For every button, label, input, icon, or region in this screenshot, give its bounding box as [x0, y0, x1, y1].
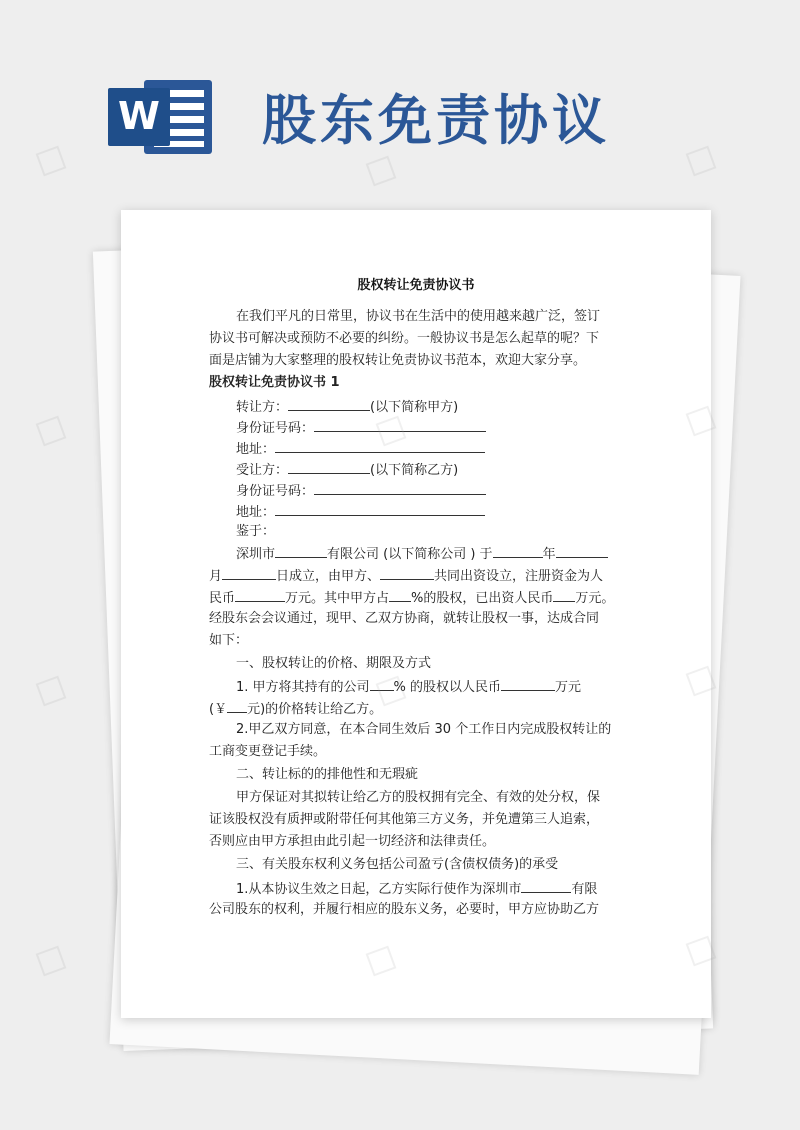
- intro-line-1: 在我们平凡的日常里，协议书在生活中的使用越来越广泛，签订: [236, 309, 601, 324]
- document-page: [121, 210, 711, 1018]
- section-3-line-2: 公司股东的权利，并履行相应的股东义务，必要时，甲方应协助乙方: [209, 902, 600, 917]
- word-document-icon: [108, 78, 214, 156]
- body-line-2: 月 日成立，由甲方、 共同出资设立，注册资金为人: [209, 569, 604, 584]
- whereas-label: 鉴于：: [236, 524, 276, 539]
- banner: [0, 0, 800, 200]
- section-1-heading: 一、股权转让的价格、期限及方式: [236, 656, 432, 671]
- id-row-1: [236, 419, 486, 437]
- word-logo-letter: W: [118, 94, 160, 138]
- section-2-line-1: 甲方保证对其拟转让给乙方的股权拥有完全、有效的处分权，保: [236, 790, 601, 805]
- body-line-5: 如下：: [209, 633, 249, 648]
- section-3-heading: 三、有关股东权利义务包括公司盈亏(含债权债务)的承受: [236, 857, 559, 872]
- address-row-1: [236, 440, 485, 458]
- blank-field: [314, 482, 486, 495]
- id-label: 身份证号码：: [236, 421, 315, 436]
- transferor-label: 转让方：: [236, 400, 289, 415]
- section-heading: 股权转让免责协议书 1: [209, 375, 340, 390]
- blank-field: [275, 503, 485, 516]
- section-1-line-4: 工商变更登记手续。: [209, 744, 327, 759]
- section-2-line-3: 否则应由甲方承担由此引起一切经济和法律责任。: [209, 834, 496, 849]
- section-2-line-2: 证该股权没有质押或附带任何其他第三方义务，并免遭第三人追索，: [209, 812, 600, 827]
- blank-field: [288, 461, 370, 474]
- intro-line-2: 协议书可解决或预防不必要的纠纷。一般协议书是怎么起草的呢？下: [209, 331, 600, 346]
- transferee-row: [236, 461, 458, 479]
- body-line-3: 民币 万元。其中甲方占 %的股权，已出资人民币 万元。: [209, 591, 615, 606]
- document-title: 股权转让免责协议书: [357, 278, 475, 293]
- address-row-2: [236, 503, 485, 521]
- section-1-line-3: 2.甲乙双方同意，在本合同生效后 30 个工作日内完成股权转让的: [236, 722, 612, 737]
- transferee-note: (以下简称乙方): [370, 463, 459, 478]
- intro-line-3: 面是店铺为大家整理的股权转让免责协议书范本，欢迎大家分享。: [209, 353, 587, 368]
- section-2-heading: 二、转让标的的排他性和无瑕疵: [236, 767, 419, 782]
- section-3-line-1: 1.从本协议生效之日起，乙方实际行使作为深圳市 有限: [236, 882, 598, 897]
- id-label: 身份证号码：: [236, 484, 315, 499]
- section-1-line-1: 1. 甲方将其持有的公司 % 的股权以人民币 万元: [236, 680, 582, 695]
- section-1-line-2: (￥ 元)的价格转让给乙方。: [209, 702, 383, 717]
- page-title: 股东免责协议: [262, 89, 610, 152]
- blank-field: [288, 398, 370, 411]
- transferee-label: 受让方：: [236, 463, 289, 478]
- address-label: 地址：: [236, 505, 276, 520]
- transferor-note: (以下简称甲方): [370, 400, 459, 415]
- transferor-row: [236, 398, 458, 416]
- blank-field: [314, 419, 486, 432]
- body-line-4: 经股东会会议通过，现甲、乙双方协商，就转让股权一事，达成合同: [209, 611, 600, 626]
- blank-field: [275, 440, 485, 453]
- body-line-1: 深圳市 有限公司 (以下简称公司 ) 于 年: [236, 545, 608, 563]
- id-row-2: [236, 482, 486, 500]
- address-label: 地址：: [236, 442, 276, 457]
